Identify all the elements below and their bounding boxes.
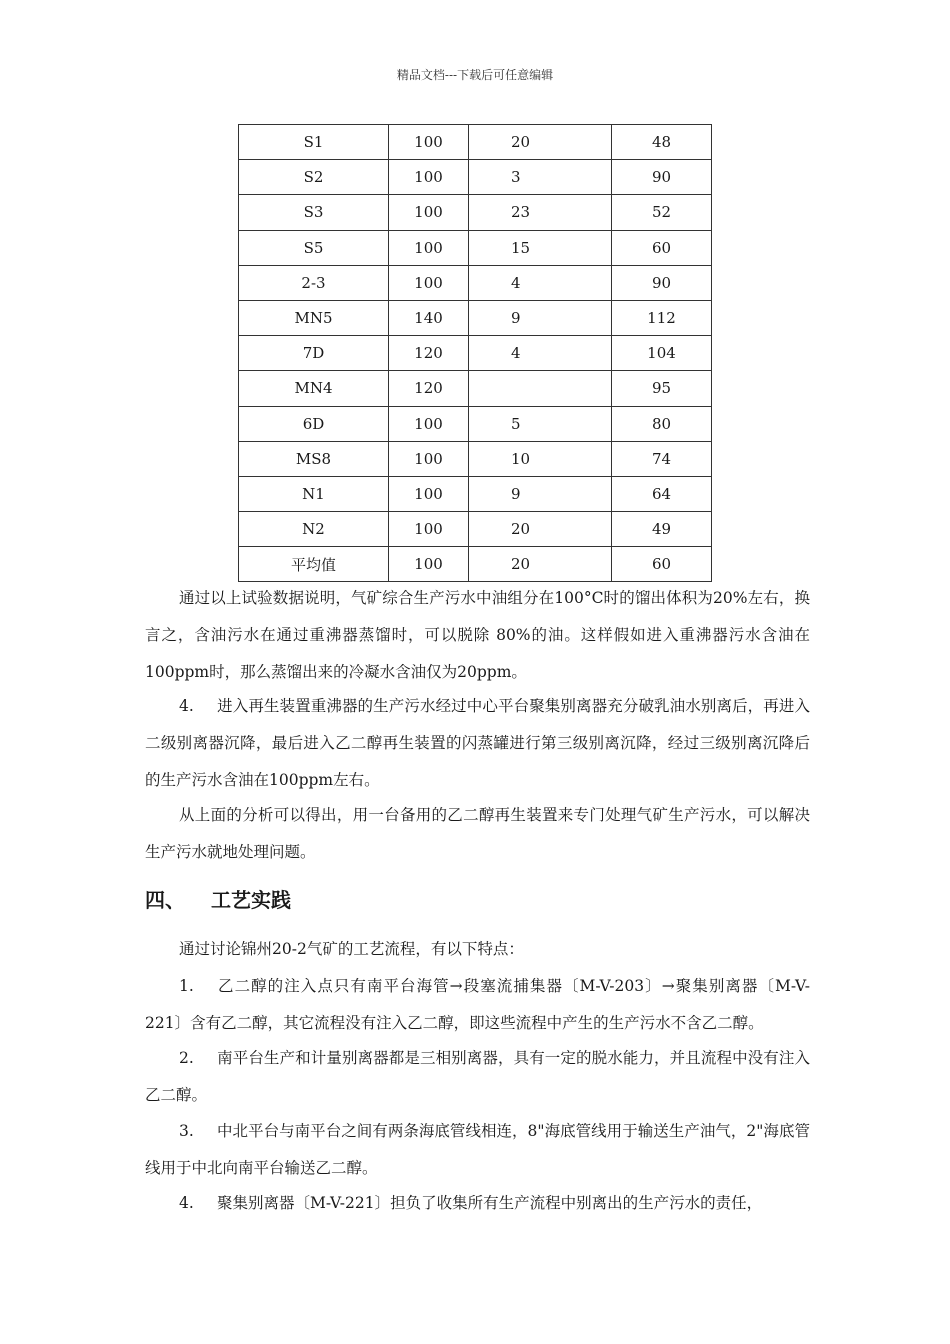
table-cell-sample: MN4 bbox=[239, 371, 389, 406]
section-intro: 通过讨论锦州20-2气矿的工艺流程，有以下特点： bbox=[179, 940, 524, 958]
list-item-number: 3. bbox=[179, 1122, 194, 1140]
table-cell-sample: S5 bbox=[239, 230, 389, 265]
list-item bbox=[145, 1113, 810, 1187]
table-cell-value-2: 20 bbox=[469, 547, 612, 582]
list-item-text: 南平台生产和计量别离器都是三相别离器，具有一定的脱水能力，并且流程中没有注入乙二醇。 bbox=[145, 1049, 810, 1104]
paragraph-analysis: 通过以上试验数据说明，气矿综合生产污水中油组分在100°C时的馏出体积为20%左右，换言之，含油污水在通过重沸器蒸馏时，可以脱除 80%的油。这样假如进入重沸器污水含油在100ppm时，那么蒸馏出来的冷凝水含油仅为20ppm。 bbox=[145, 589, 810, 681]
section-title: 工艺实践 bbox=[211, 888, 291, 912]
table-cell-value-1: 140 bbox=[389, 300, 469, 335]
table-row bbox=[239, 371, 712, 406]
table-cell-value-2 bbox=[469, 371, 612, 406]
table-cell-value-3: 60 bbox=[612, 547, 712, 582]
table-cell-sample: 7D bbox=[239, 336, 389, 371]
list-item-text: 乙二醇的注入点只有南平台海管→段塞流捕集器〔M-V-203〕→聚集别离器〔M-V-221〕含有乙二醇，其它流程没有注入乙二醇，即这些流程中产生的生产污水不含乙二醇。 bbox=[145, 977, 810, 1032]
list-item bbox=[145, 1185, 810, 1222]
table-cell-value-2: 4 bbox=[469, 265, 612, 300]
table-cell-value-1: 100 bbox=[389, 195, 469, 230]
table-row bbox=[239, 336, 712, 371]
table-cell-value-1: 100 bbox=[389, 230, 469, 265]
table-row bbox=[239, 441, 712, 476]
table-cell-value-1: 100 bbox=[389, 512, 469, 547]
table-cell-value-1: 100 bbox=[389, 406, 469, 441]
data-table bbox=[238, 124, 712, 582]
table-cell-value-2: 4 bbox=[469, 336, 612, 371]
paragraph-item-number: 4. bbox=[179, 697, 194, 715]
table-row bbox=[239, 547, 712, 582]
list-item bbox=[145, 968, 810, 1042]
table-cell-value-3: 90 bbox=[612, 265, 712, 300]
section-number: 四、 bbox=[145, 888, 185, 912]
table-cell-sample: N1 bbox=[239, 476, 389, 511]
list-item bbox=[145, 1040, 810, 1114]
table-row bbox=[239, 230, 712, 265]
table-row bbox=[239, 300, 712, 335]
table-cell-sample: MN5 bbox=[239, 300, 389, 335]
paragraph-item-4 bbox=[145, 688, 810, 799]
table-cell-value-2: 9 bbox=[469, 476, 612, 511]
table-cell-value-1: 100 bbox=[389, 476, 469, 511]
table-row bbox=[239, 512, 712, 547]
table-cell-value-3: 49 bbox=[612, 512, 712, 547]
table-cell-value-3: 74 bbox=[612, 441, 712, 476]
table-cell-sample: S3 bbox=[239, 195, 389, 230]
table-cell-sample: 2-3 bbox=[239, 265, 389, 300]
paragraph-item-text: 进入再生装置重沸器的生产污水经过中心平台聚集别离器充分破乳油水别离后，再进入二级别离器沉降，最后进入乙二醇再生装置的闪蒸罐进行第三级别离沉降，经过三级别离沉降后的生产污水含油在100ppm左右。 bbox=[145, 697, 810, 789]
table-cell-value-3: 104 bbox=[612, 336, 712, 371]
table-cell-value-1: 120 bbox=[389, 371, 469, 406]
table-cell-value-3: 112 bbox=[612, 300, 712, 335]
table-cell-value-2: 9 bbox=[469, 300, 612, 335]
table-cell-value-1: 100 bbox=[389, 441, 469, 476]
table-cell-value-1: 100 bbox=[389, 265, 469, 300]
table-cell-sample: N2 bbox=[239, 512, 389, 547]
table-cell-value-2: 20 bbox=[469, 512, 612, 547]
table-cell-value-2: 15 bbox=[469, 230, 612, 265]
list-item-number: 1. bbox=[179, 977, 194, 995]
table-cell-sample: MS8 bbox=[239, 441, 389, 476]
table-cell-sample: 平均值 bbox=[239, 547, 389, 582]
table-cell-value-2: 23 bbox=[469, 195, 612, 230]
table-cell-value-1: 100 bbox=[389, 160, 469, 195]
list-item-text: 聚集别离器〔M-V-221〕担负了收集所有生产流程中别离出的生产污水的责任， bbox=[217, 1194, 763, 1212]
table-cell-sample: 6D bbox=[239, 406, 389, 441]
table-row bbox=[239, 265, 712, 300]
table-cell-value-3: 95 bbox=[612, 371, 712, 406]
table-cell-value-1: 120 bbox=[389, 336, 469, 371]
table-cell-sample: S2 bbox=[239, 160, 389, 195]
table-cell-value-3: 80 bbox=[612, 406, 712, 441]
paragraph-conclusion: 从上面的分析可以得出，用一台备用的乙二醇再生装置来专门处理气矿生产污水，可以解决生产污水就地处理问题。 bbox=[145, 806, 810, 861]
table-cell-value-3: 60 bbox=[612, 230, 712, 265]
table-cell-value-2: 5 bbox=[469, 406, 612, 441]
section-heading bbox=[145, 884, 291, 913]
table-cell-value-2: 20 bbox=[469, 125, 612, 160]
table-cell-value-3: 90 bbox=[612, 160, 712, 195]
table-cell-value-1: 100 bbox=[389, 125, 469, 160]
table-row bbox=[239, 476, 712, 511]
table-row bbox=[239, 406, 712, 441]
table-cell-value-2: 3 bbox=[469, 160, 612, 195]
table-cell-value-1: 100 bbox=[389, 547, 469, 582]
page-header: 精品文档---下载后可任意编辑 bbox=[396, 68, 554, 82]
list-item-text: 中北平台与南平台之间有两条海底管线相连，8"海底管线用于输送生产油气，2"海底管线用于中北向南平台输送乙二醇。 bbox=[145, 1122, 810, 1177]
table-row bbox=[239, 160, 712, 195]
table-cell-value-3: 52 bbox=[612, 195, 712, 230]
table-row bbox=[239, 125, 712, 160]
table-row bbox=[239, 195, 712, 230]
table-cell-sample: S1 bbox=[239, 125, 389, 160]
list-item-number: 4. bbox=[179, 1194, 194, 1212]
table-cell-value-2: 10 bbox=[469, 441, 612, 476]
table-cell-value-3: 48 bbox=[612, 125, 712, 160]
table-cell-value-3: 64 bbox=[612, 476, 712, 511]
list-item-number: 2. bbox=[179, 1049, 194, 1067]
